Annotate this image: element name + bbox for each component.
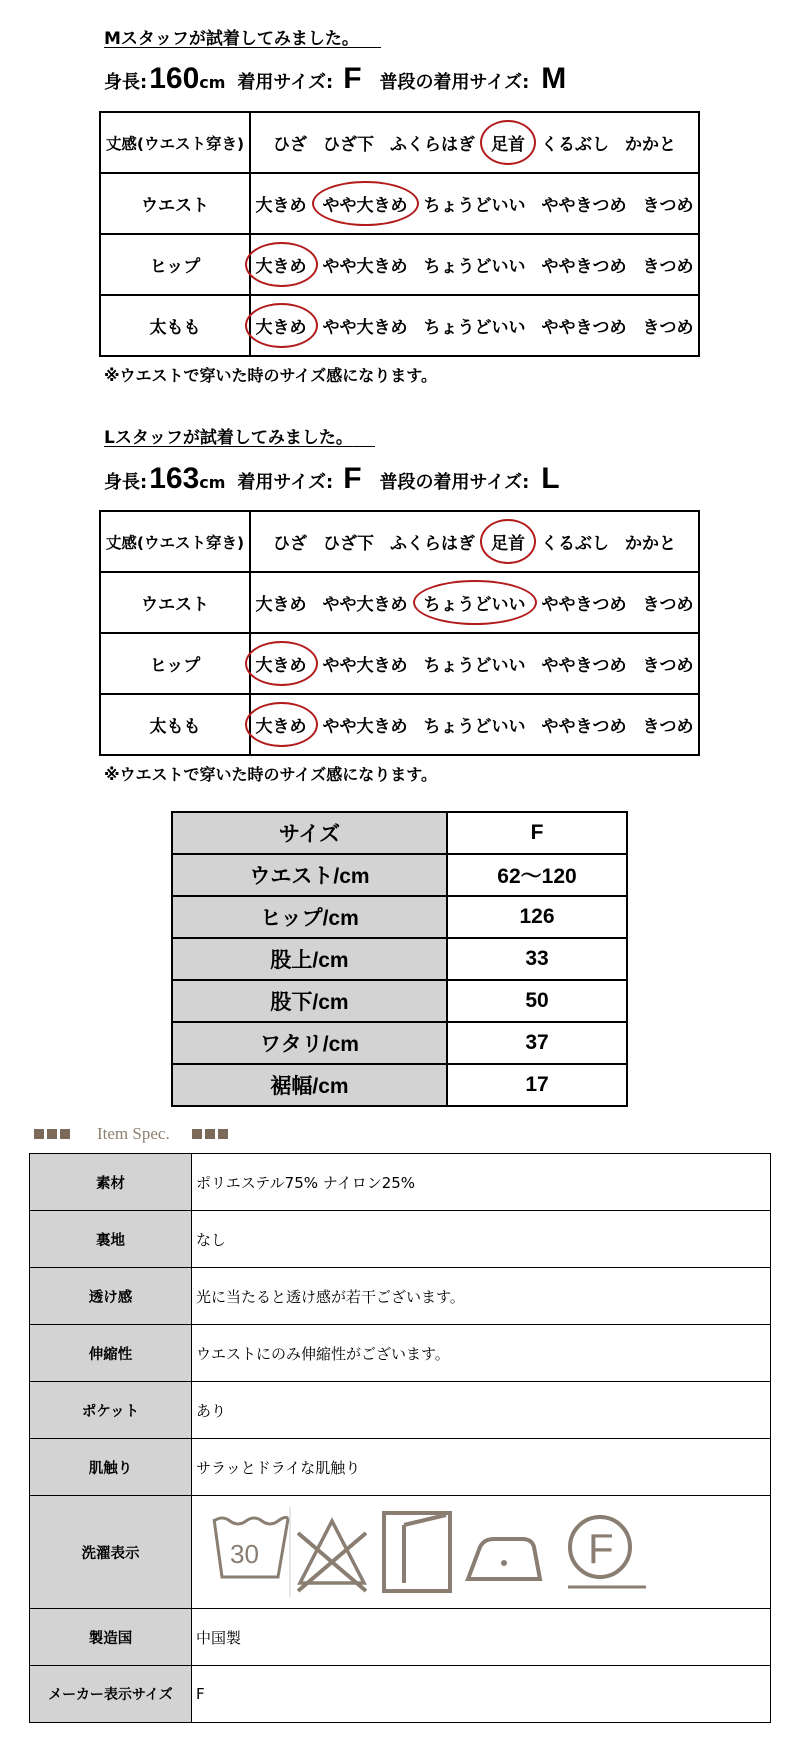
spec-label: ポケット (30, 1382, 192, 1439)
fit-row-label: ウエスト (100, 572, 250, 633)
spec-row (30, 1382, 771, 1439)
no-bleach-icon (292, 1507, 376, 1597)
spec-row (30, 1154, 771, 1211)
spec-label: メーカー表示サイズ (30, 1666, 192, 1723)
spec-row (30, 1609, 771, 1666)
spec-value: サラッとドライな肌触り (192, 1439, 771, 1496)
fit-option: やや大きめ (322, 595, 408, 615)
square-icon (218, 1129, 228, 1139)
fit-option-selected: 大きめ (254, 313, 309, 338)
low-iron-icon (460, 1507, 556, 1597)
fit-option: くるぶし (541, 534, 609, 554)
size-label: ウエスト/cm (172, 854, 447, 896)
wear-size-label: 着用サイズ: (237, 472, 334, 493)
wash-30-icon (208, 1507, 292, 1597)
size-label: サイズ (172, 812, 447, 854)
fit-option-selected: 大きめ (254, 252, 309, 277)
fit-row (100, 295, 699, 356)
fit-option-selected: やや大きめ (321, 191, 410, 216)
fit-option: 大きめ (255, 196, 307, 216)
fit-options (250, 633, 699, 694)
staff-m-info (104, 62, 566, 96)
fit-option: ちょうどいい (423, 257, 526, 277)
spec-row (30, 1496, 771, 1609)
spec-row (30, 1439, 771, 1496)
fit-row-label: 丈感(ウエスト穿き) (100, 112, 250, 173)
size-value: 33 (447, 938, 627, 980)
fit-options (250, 295, 699, 356)
wear-size-value: F (343, 462, 362, 495)
fit-option: ややきつめ (541, 257, 627, 277)
spec-row (30, 1211, 771, 1268)
size-value: 37 (447, 1022, 627, 1064)
care-cell (192, 1496, 771, 1609)
size-label: 裾幅/cm (172, 1064, 447, 1106)
spec-value: 中国製 (192, 1609, 771, 1666)
size-label: ワタリ/cm (172, 1022, 447, 1064)
fit-option: ひざ下 (323, 135, 374, 155)
square-icon (47, 1129, 57, 1139)
fit-option-selected: 大きめ (254, 712, 309, 737)
fit-option: ややきつめ (541, 196, 627, 216)
fit-option: やや大きめ (322, 318, 408, 338)
size-value: 62〜120 (447, 854, 627, 896)
fit-option: ちょうどいい (423, 196, 526, 216)
staff-l-info (104, 462, 560, 496)
fit-row-label: ウエスト (100, 173, 250, 234)
fit-row (100, 173, 699, 234)
fit-row (100, 572, 699, 633)
spec-row (30, 1666, 771, 1723)
fit-option: かかと (625, 534, 676, 554)
fit-row (100, 694, 699, 755)
fit-option: ちょうどいい (423, 717, 526, 737)
spec-label: 製造国 (30, 1609, 192, 1666)
size-value: F (447, 812, 627, 854)
square-icon (192, 1129, 202, 1139)
usual-size-value: M (541, 62, 567, 95)
size-value: 50 (447, 980, 627, 1022)
wear-size-value: F (343, 62, 362, 95)
fit-option: ひざ下 (323, 534, 374, 554)
size-row (172, 896, 627, 938)
size-label: 股下/cm (172, 980, 447, 1022)
usual-size-label: 普段の着用サイズ: (379, 72, 530, 93)
fit-options (250, 112, 699, 173)
wear-size-label: 着用サイズ: (237, 72, 334, 93)
size-row (172, 980, 627, 1022)
item-spec-table (29, 1153, 771, 1723)
staff-l-fit-table (99, 510, 700, 756)
fit-options (250, 572, 699, 633)
fit-option: きつめ (642, 717, 694, 737)
fit-option: ややきつめ (541, 595, 627, 615)
fit-option: やや大きめ (322, 257, 408, 277)
spec-value: なし (192, 1211, 771, 1268)
spec-value: 光に当たると透け感が若干ございます。 (192, 1268, 771, 1325)
fit-option: きつめ (642, 318, 694, 338)
fit-option: きつめ (642, 257, 694, 277)
staff-m-note: ※ウエストで穿いた時のサイズ感になります。 (104, 366, 437, 385)
staff-l-note: ※ウエストで穿いた時のサイズ感になります。 (104, 765, 437, 784)
fit-options (250, 511, 699, 572)
fit-row (100, 234, 699, 295)
square-icon (60, 1129, 70, 1139)
fit-row-label: 丈感(ウエスト穿き) (100, 511, 250, 572)
staff-m-title: Mスタッフが試着してみました。 (104, 24, 381, 49)
fit-option: やや大きめ (322, 656, 408, 676)
fit-option: ややきつめ (541, 717, 627, 737)
fit-option: ややきつめ (541, 656, 627, 676)
height-unit: cm (199, 73, 226, 92)
size-row (172, 1022, 627, 1064)
fit-row-label: ヒップ (100, 633, 250, 694)
usual-size-value: L (541, 462, 560, 495)
spec-value: ポリエステル75% ナイロン25% (192, 1154, 771, 1211)
fit-row-label: ヒップ (100, 234, 250, 295)
fit-option: きつめ (642, 595, 694, 615)
fit-option: 大きめ (255, 595, 307, 615)
spec-value: ウエストにのみ伸縮性がございます。 (192, 1325, 771, 1382)
staff-m-fit-table (99, 111, 700, 357)
fit-option: やや大きめ (322, 717, 408, 737)
item-spec-title: Item Spec. (97, 1124, 170, 1143)
item-spec-heading (34, 1124, 231, 1144)
square-icon (205, 1129, 215, 1139)
shade-dry-icon (376, 1507, 460, 1597)
spec-label: 素材 (30, 1154, 192, 1211)
fit-option: ひざ (273, 135, 307, 155)
size-row (172, 854, 627, 896)
staff-l-title: Lスタッフが試着してみました。 (104, 423, 375, 448)
fit-options (250, 234, 699, 295)
spec-label: 透け感 (30, 1268, 192, 1325)
fit-option: きつめ (642, 656, 694, 676)
spec-label: 洗濯表示 (30, 1496, 192, 1609)
spec-row (30, 1268, 771, 1325)
spec-row (30, 1325, 771, 1382)
fit-row-label: 太もも (100, 295, 250, 356)
spec-label: 裏地 (30, 1211, 192, 1268)
fit-option: くるぶし (541, 135, 609, 155)
height-value: 163 (149, 462, 200, 495)
fit-option: かかと (625, 135, 676, 155)
size-value: 126 (447, 896, 627, 938)
fit-option-selected: 足首 (489, 529, 527, 554)
size-label: ヒップ/cm (172, 896, 447, 938)
care-icons (196, 1507, 770, 1597)
square-icon (34, 1129, 44, 1139)
fit-row (100, 633, 699, 694)
fit-option-selected: 大きめ (254, 651, 309, 676)
fit-option-selected: 足首 (489, 130, 527, 155)
usual-size-label: 普段の着用サイズ: (379, 472, 530, 493)
fit-options (250, 694, 699, 755)
size-header-row (172, 812, 627, 854)
height-label: 身長: (104, 472, 148, 493)
size-value: 17 (447, 1064, 627, 1106)
fit-option: ふくらはぎ (390, 135, 475, 155)
fit-options (250, 173, 699, 234)
fit-option: ふくらはぎ (390, 534, 475, 554)
fit-option: ちょうどいい (423, 318, 526, 338)
size-label: 股上/cm (172, 938, 447, 980)
fit-row-label: 太もも (100, 694, 250, 755)
fit-option: きつめ (642, 196, 694, 216)
fit-option: ややきつめ (541, 318, 627, 338)
height-label: 身長: (104, 72, 148, 93)
size-row (172, 1064, 627, 1106)
spec-value: F (192, 1666, 771, 1723)
spec-label: 伸縮性 (30, 1325, 192, 1382)
spec-value: あり (192, 1382, 771, 1439)
dry-clean-f-icon (556, 1507, 652, 1597)
fit-option: ちょうどいい (423, 656, 526, 676)
spec-label: 肌触り (30, 1439, 192, 1496)
fit-row (100, 112, 699, 173)
size-row (172, 938, 627, 980)
height-value: 160 (149, 62, 200, 95)
fit-row (100, 511, 699, 572)
fit-option-selected: ちょうどいい (422, 590, 528, 615)
size-table (171, 811, 628, 1107)
fit-option: ひざ (273, 534, 307, 554)
wash-temp: 30 (230, 1539, 259, 1569)
height-unit: cm (199, 473, 226, 492)
dry-clean-letter: F (588, 1525, 614, 1572)
